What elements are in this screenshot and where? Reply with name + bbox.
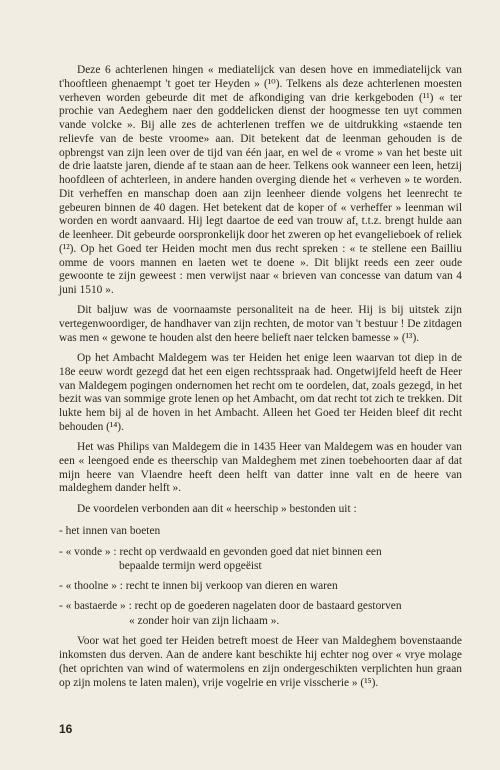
paragraph-closing: Voor wat het goed ter Heiden betreft moest de Heer van Maldeghem bovenstaande inkomsten dus derven. Aan de andere kant beschikte hij echter nog over « vrye molage (het oprichten van wind of watermolens en zijn ondergeschikten verplichten hun graan op zijn molens te laten malen), vrije vogelrie en vrije visscherie » (¹⁵). [59, 635, 462, 689]
paragraph-philips: Het was Philips van Maldegem die in 1435 Heer van Maldegem was en houder van een « leengoed ende es theerschip van Maldeghem met zinen toebehoorten daar af dat mijn heere van Vlaendre heeft deen helft van datter inne valt en de heere van maldeghem dander helft ». [59, 441, 462, 495]
paragraph-ambacht: Op het Ambacht Maldegem was ter Heiden het enige leen waarvan tot diep in de 18e eeuw wordt gezegd dat het een eigen rechtsspraak had. Ongetwijfeld heeft de Heer van Maldegem pogingen ondernomen het recht om te oordelen, dat, zoals gezegd, in het bezit was van sommige grote lenen op het Ambacht, om dat recht tot zich te trekken. Dit lukte hem bij al de hoven in het Ambacht. Alleen het Goed ter Heiden bleef dit recht behouden (¹⁴). [59, 352, 462, 433]
list-item [59, 580, 462, 594]
list-item [59, 525, 462, 539]
benefits-list [59, 525, 462, 628]
list-item-definition: recht te innen bij verkoop van dieren en waren [125, 580, 338, 592]
list-item-continuation-text: « zonder hoir van zijn lichaam ». [129, 614, 280, 627]
list-item-term: - « thoolne » : [59, 580, 126, 592]
list-item-definition: recht op verdwaald en gevonden goed dat niet binnen een [119, 545, 382, 558]
list-item-term: - « bastaerde » : [59, 600, 135, 613]
page-number: 16 [59, 722, 73, 736]
list-intro: De voordelen verbonden aan dit « heerschip » bestonden uit : [77, 502, 357, 515]
list-item-continuation-text: bepaalde termijn werd opgeëist [119, 559, 262, 572]
list-item-continuation [59, 615, 462, 629]
list-item-definition: recht op de goederen nagelaten door de bastaard gestorven [134, 600, 402, 613]
list-item-continuation [59, 560, 462, 574]
list-item [59, 546, 462, 560]
body-text [59, 64, 462, 697]
list-item [59, 600, 462, 614]
paragraph-achterlenen: Deze 6 achterlenen hingen « mediatelijck van desen hove en immediatelijck van t'hooftleen ghenaempt 't goet ter Heyden » (¹⁰). Telkens als deze achterlenen moesten verheven worden gebeurde dit met de afkondiging van drie kerkgeboden (¹¹) « ter prochie van Aedeghem naer den goddelicken dienst der hoogmesse ten uyt commen vande volcke ». Bij alle zes de achterlenen treffen we de uitdrukking «staende ten relievfe van de beste vroome» aan. Dit betekent dat de leenman gehouden is de opbrengst van zijn leen over de tijd van één jaar, en wel de « vrome » van het beste uit de drie laatste jaren, diende af te staan aan de heer. Telkens ook wanneer een leen, hetzij hoofdleen of achterleen, in andere handen overging diende het « verheven » te worden. Dit verheffen en manschap doen aan zijn leenheer diende volgens het leenrecht te gebeuren binnen de 40 dagen. Het betekent dat de koper of « verheffer » leenman wil worden en wordt aanvaard. Hij legt daartoe de eed van trouw af, t.t.z. brengt hulde aan de leenheer. Dit gebeurde oorspronkelijk door het zweren op het evangelieboek of reliek (¹²). Op het Goed ter Heiden mocht men dus recht spreken : « te stellene een Bailliu omme de voors mannen en laeten wet te doene ». Dit blijkt reeds een zeer oude gewoonte te zijn geweest : men verwijst naar « brieven van concesse van datum van 4 juni 1510 ». [59, 64, 462, 296]
list-item-term: - het innen van boeten [59, 525, 161, 538]
list-item-term: - « vonde » : [59, 545, 120, 558]
paragraph-baljuw: Dit baljuw was de voornaamste personaliteit na de heer. Hij is bij uitstek zijn vertegenwoordiger, de handhaver van zijn rechten, de motor van 't bestuur ! De zitdagen was men « gewone te houden alst den heere belieft naer telcken bamesse » (¹³). [59, 304, 462, 344]
